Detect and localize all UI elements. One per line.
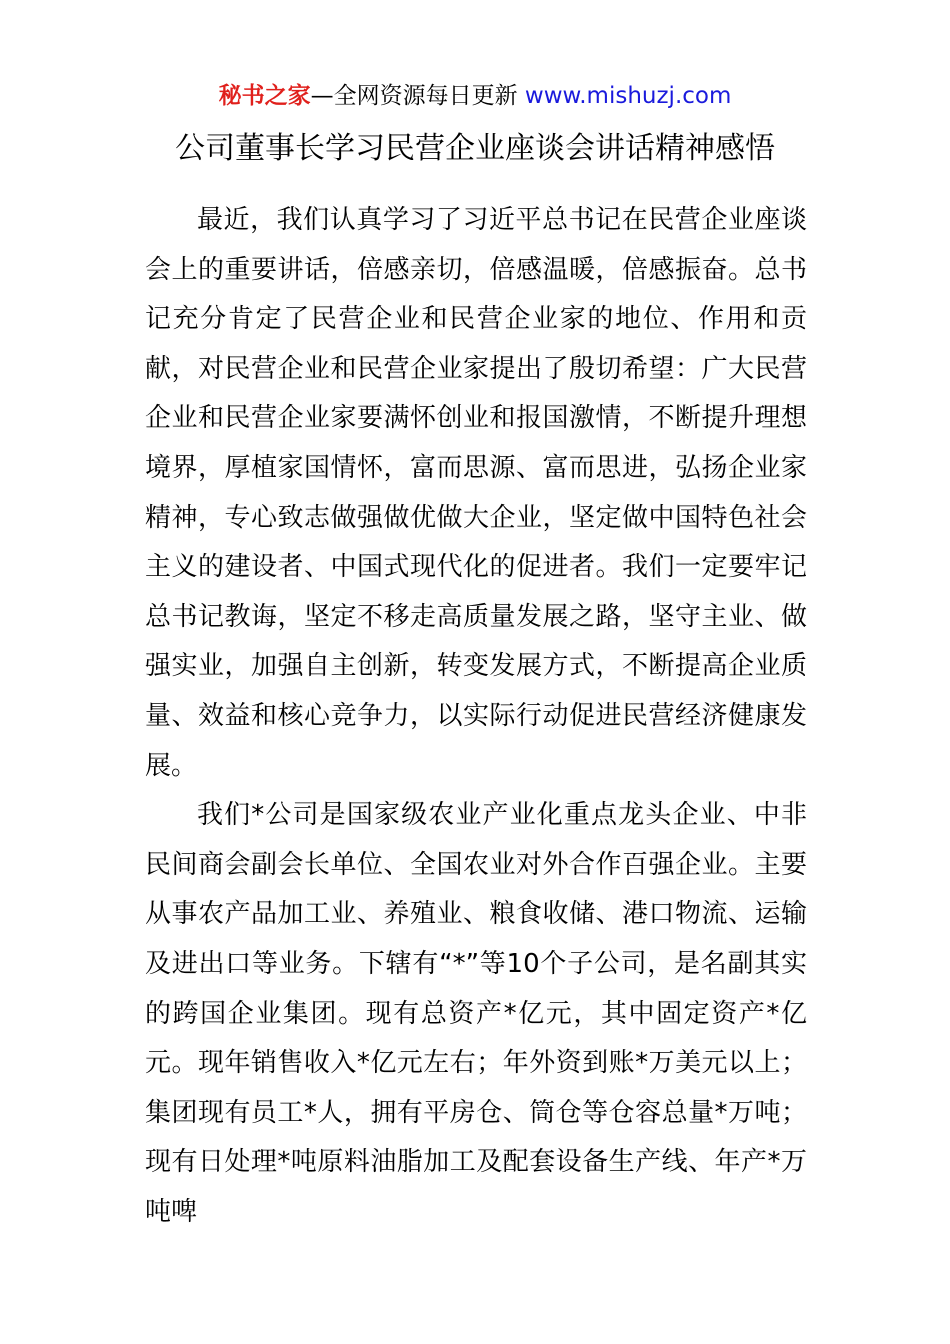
paragraph: 我们*公司是国家级农业产业化重点龙头企业、中非民间商会副会长单位、全国农业对外合作百强企业。主要从事农产品加工业、养殖业、粮食收储、港口物流、运输及进出口等业务。下辖有“*”等10个子公司，是名副其实的跨国企业集团。现有总资产*亿元，其中固定资产*亿元。现年销售收入*亿元左右；年外资到账*万美元以上；集团现有员工*人，拥有平房仓、筒仓等仓容总量*万吨；现有日处理*吨原料油脂加工及配套设备生产线、年产*万吨啤 [145, 800, 807, 1227]
site-tagline: —全网资源每日更新 [310, 83, 518, 109]
site-url-link[interactable]: www.mishuzj.com [524, 83, 732, 109]
paragraph: 最近，我们认真学习了习近平总书记在民营企业座谈会上的重要讲话，倍感亲切，倍感温暖，倍感振奋。总书记充分肯定了民营企业和民营企业家的地位、作用和贡献，对民营企业和民营企业家提出了殷切希望：广大民营企业和民营企业家要满怀创业和报国激情，不断提升理想境界，厚植家国情怀，富而思源、富而思进，弘扬企业家精神，专心致志做强做优做大企业，坚定做中国特色社会主义的建设者、中国式现代化的促进者。我们一定要牢记总书记教诲，坚定不移走高质量发展之路，坚守主业、做强实业，加强自主创新，转变发展方式，不断提高企业质量、效益和核心竞争力，以实际行动促进民营经济健康发展。 [145, 205, 807, 781]
site-brand: 秘书之家 [218, 83, 311, 109]
document-title: 公司董事长学习民营企业座谈会讲话精神感悟 [175, 131, 775, 166]
site-header [0, 80, 950, 112]
document-body [145, 196, 807, 1237]
